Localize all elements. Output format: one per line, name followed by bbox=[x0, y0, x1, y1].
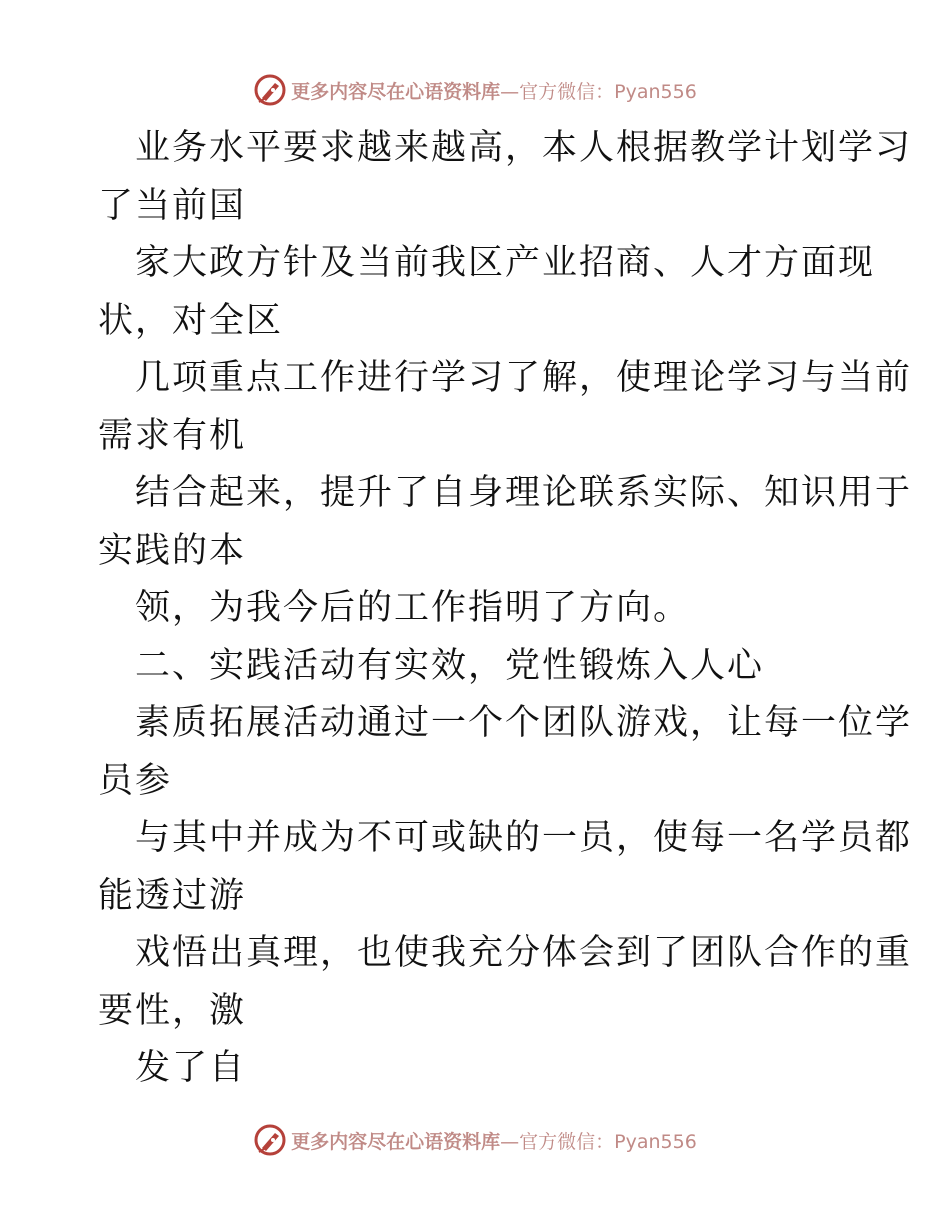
body-line: 戏悟出真理，也使我充分体会到了团队合作的重 bbox=[135, 933, 913, 973]
body-line: 结合起来，提升了自身理论联系实际、知识用于 bbox=[135, 473, 913, 513]
pen-nib-logo-icon bbox=[253, 1123, 287, 1157]
body-line: 了当前国 bbox=[98, 185, 247, 226]
body-line: 与其中并成为不可或缺的一员，使每一名学员都 bbox=[135, 818, 913, 858]
body-line: 要性，激 bbox=[98, 990, 247, 1031]
footer-wechat-text: —官方微信：Pyan556 bbox=[500, 1130, 697, 1153]
pen-nib-logo-icon bbox=[253, 73, 287, 107]
body-line: 员参 bbox=[98, 760, 173, 801]
body-line: 需求有机 bbox=[98, 415, 247, 456]
body-line: 实践的本 bbox=[98, 530, 247, 571]
header-site-text: 更多内容尽在心语资料库 bbox=[291, 80, 501, 103]
document-body bbox=[98, 120, 913, 1098]
body-line: 状，对全区 bbox=[98, 300, 284, 341]
header-banner bbox=[0, 70, 950, 110]
header-wechat-text: —官方微信：Pyan556 bbox=[500, 80, 697, 103]
section-heading: 二、实践活动有实效，党性锻炼入人心 bbox=[135, 645, 765, 686]
body-line: 素质拓展活动通过一个个团队游戏，让每一位学 bbox=[135, 703, 913, 743]
body-line: 家大政方针及当前我区产业招商、人才方面现 bbox=[135, 243, 876, 283]
body-line: 几项重点工作进行学习了解，使理论学习与当前 bbox=[135, 358, 913, 398]
body-line: 能透过游 bbox=[98, 875, 247, 916]
body-line: 发了自 bbox=[135, 1048, 247, 1088]
footer-banner bbox=[0, 1120, 950, 1160]
body-line: 业务水平要求越来越高，本人根据教学计划学习 bbox=[135, 128, 913, 168]
body-line: 领，为我今后的工作指明了方向。 bbox=[135, 588, 691, 628]
footer-site-text: 更多内容尽在心语资料库 bbox=[291, 1130, 501, 1153]
